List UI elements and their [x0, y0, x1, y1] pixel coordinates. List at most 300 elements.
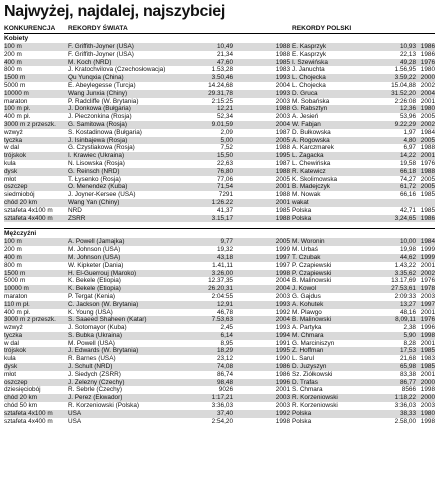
polish-result: 13,27	[400, 300, 416, 308]
event: sztafeta 4x100 m	[4, 206, 53, 214]
table-row	[4, 238, 435, 246]
world-result: 1.41,11	[212, 261, 233, 269]
polish-holder: L. Chojecka	[292, 81, 326, 89]
polish-holder: A. Karczmarek	[292, 144, 334, 152]
world-holder: G. Reinsch (NRD)	[68, 167, 120, 175]
event: dysk	[4, 167, 18, 175]
world-result: 15,50	[217, 152, 233, 160]
world-holder: K. Young (USA)	[68, 308, 113, 316]
polish-result: 42,71	[400, 206, 416, 214]
world-result: 6,14	[220, 331, 233, 339]
polish-holder: B. Malinowski	[292, 277, 332, 285]
header-polish-records: REKORDY POLSKI	[292, 25, 352, 32]
world-result: 47,60	[217, 58, 233, 66]
world-holder: H. El-Guerrouj (Maroko)	[68, 269, 137, 277]
polish-year: 2001	[420, 370, 435, 378]
polish-result: 13.17,69	[391, 277, 416, 285]
polish-result: 2:09:33	[394, 292, 416, 300]
world-holder: R. Šebrle (Czechy)	[68, 386, 122, 394]
world-result: 26.20,31	[208, 285, 233, 293]
world-holder: R. Korzeniowski (Polska)	[68, 402, 140, 410]
event: oszczep	[4, 183, 28, 191]
world-year: 2003	[275, 97, 290, 105]
event: 800 m	[4, 261, 22, 269]
polish-result: 4,80	[403, 136, 416, 144]
world-result: 1:17,21	[211, 394, 233, 402]
event: 5000 m	[4, 277, 26, 285]
table-row	[4, 379, 435, 387]
world-result: 2:15:25	[211, 97, 233, 105]
world-year: 1988	[275, 43, 290, 50]
polish-holder: A. Rogowska	[292, 136, 330, 144]
event: maraton	[4, 97, 28, 105]
polish-holder: B. Malinowski	[292, 316, 332, 324]
world-year: 2004	[275, 81, 290, 89]
polish-year: 2005	[420, 136, 435, 144]
table-row	[4, 324, 435, 332]
polish-year: 2000	[420, 74, 435, 82]
event: kula	[4, 355, 16, 363]
world-holder: J. Donkowa (Bułgaria)	[68, 105, 131, 113]
polish-year: 2003	[420, 292, 435, 300]
polish-result: 10,00	[400, 238, 416, 246]
polish-result: 61,72	[400, 183, 416, 191]
event: sztafeta 4x400 m	[4, 417, 53, 425]
event: młot	[4, 175, 17, 183]
world-result: 22,63	[217, 159, 233, 167]
event: dziesięciobój	[4, 386, 41, 394]
polish-year: 2001	[420, 152, 435, 160]
world-holder: S. Saaeed Shaheen (Katar)	[68, 316, 147, 324]
polish-result: 15.04,88	[391, 81, 416, 89]
table-row	[4, 332, 435, 340]
world-holder: R. Barnes (USA)	[68, 355, 116, 363]
polish-holder: wakat	[292, 198, 309, 206]
polish-result: 1.43,22	[394, 261, 416, 269]
polish-holder: R. Katewicz	[292, 167, 326, 175]
world-result: 37,40	[217, 409, 233, 417]
world-result: 77,06	[217, 175, 233, 183]
world-holder: O. Menendez (Kuba)	[68, 183, 128, 191]
world-year: 1992	[275, 409, 290, 417]
table-row	[4, 301, 435, 309]
table-row	[4, 160, 435, 168]
world-year: 2004	[275, 120, 290, 128]
polish-year: 1988	[420, 144, 435, 152]
world-result: 1.53,28	[211, 66, 233, 74]
polish-year: 1985	[420, 206, 435, 214]
polish-result: 83,38	[400, 370, 416, 378]
women-section-title: Kobiety	[4, 35, 29, 42]
polish-result: 8566	[401, 386, 416, 394]
event: 100 m	[4, 43, 22, 50]
polish-holder: L. Chojecka	[292, 74, 326, 82]
event: wzwyż	[4, 324, 23, 332]
men-records-table	[4, 238, 435, 425]
world-year: 1987	[275, 159, 290, 167]
world-holder: P. Radcliffe (W. Brytania)	[68, 97, 139, 105]
header-competition: KONKURENCJA	[4, 25, 56, 32]
world-holder: F. Griffith-Joyner (USA)	[68, 43, 134, 50]
polish-year: 1986	[420, 43, 435, 50]
polish-holder: P. Czapiewski	[292, 269, 332, 277]
table-row	[4, 371, 435, 379]
polish-year: 1986	[420, 214, 435, 222]
world-holder: F. Griffith-Joyner (USA)	[68, 50, 134, 58]
event: sztafeta 4x400 m	[4, 214, 53, 222]
polish-result: 86,77	[400, 378, 416, 386]
polish-holder: G. Marciniszyn	[292, 339, 335, 347]
polish-year: 1985	[420, 347, 435, 355]
table-row	[4, 246, 435, 254]
event: tyczka	[4, 136, 23, 144]
event: 3000 m z przeszk.	[4, 120, 56, 128]
event: w dal	[4, 339, 19, 347]
polish-result: 2,38	[403, 324, 416, 332]
polish-holder: M. Woronin	[292, 238, 325, 246]
world-holder: E. Abeylegesse (Turcja)	[68, 81, 136, 89]
polish-result: 1.56,95	[394, 66, 416, 74]
world-year: 1995	[275, 347, 290, 355]
polish-year: 2000	[420, 378, 435, 386]
polish-holder: D. Bułkowska	[292, 128, 331, 136]
polish-holder: B. Madejczyk	[292, 183, 331, 191]
polish-result: 1,97	[403, 128, 416, 136]
world-year: 1996	[275, 378, 290, 386]
event: 10000 m	[4, 285, 29, 293]
world-result: 43,18	[217, 253, 233, 261]
world-holder: USA	[68, 409, 82, 417]
polish-holder: Polska	[292, 417, 312, 425]
table-row	[4, 98, 435, 106]
world-holder: K. Bekele (Etiopia)	[68, 285, 121, 293]
polish-result: 12,36	[400, 105, 416, 113]
world-result: 3.50,46	[211, 74, 233, 82]
world-holder: J. Kratochvilova (Czechosłowacja)	[68, 66, 166, 74]
polish-holder: M. Nowak	[292, 191, 321, 199]
polish-holder: E. Kasprzyk	[292, 43, 327, 50]
world-holder: J. Schult (NRD)	[68, 363, 113, 371]
polish-result: 19,58	[400, 159, 416, 167]
world-year: 1994	[275, 331, 290, 339]
polish-result: 48,16	[400, 308, 416, 316]
event: chód 50 km	[4, 402, 38, 410]
polish-year: 2001	[420, 261, 435, 269]
world-result: 2:54,20	[211, 417, 233, 425]
polish-holder: Polska	[292, 214, 312, 222]
world-result: 76,80	[217, 167, 233, 175]
world-year: 1985	[275, 58, 290, 66]
table-row	[4, 207, 435, 215]
world-result: 10,49	[217, 43, 233, 50]
world-result: 3.26,00	[211, 269, 233, 277]
polish-holder: S. Chmara	[292, 386, 323, 394]
world-year: 1993	[275, 74, 290, 82]
world-result: 71,54	[217, 183, 233, 191]
world-year: 1999	[275, 246, 290, 254]
world-result: 52,34	[217, 113, 233, 121]
polish-year: 1984	[420, 128, 435, 136]
polish-year: 1999	[420, 246, 435, 254]
table-row	[4, 199, 435, 207]
men-section-title: Mężczyźni	[4, 230, 37, 238]
polish-year	[416, 199, 435, 207]
world-year: 2001	[275, 386, 290, 394]
polish-year: 1976	[420, 316, 435, 324]
world-year: 2003	[275, 292, 290, 300]
world-holder: ZSRR	[68, 214, 86, 222]
table-row	[4, 137, 435, 145]
polish-year: 1984	[420, 238, 435, 246]
polish-holder: Polska	[292, 409, 312, 417]
table-row	[4, 285, 435, 293]
world-holder: S. Bubka (Ukraina)	[68, 331, 122, 339]
world-year: 2005	[275, 238, 290, 246]
polish-result: 3.35,62	[394, 269, 416, 277]
table-row	[4, 121, 435, 129]
world-holder: P. Tergat (Kenia)	[68, 292, 116, 300]
world-year: 1986	[275, 363, 290, 371]
event: sztafeta 4x100 m	[4, 409, 53, 417]
polish-result: 9.22,29	[394, 120, 416, 128]
polish-result: 53,96	[400, 113, 416, 121]
polish-year: 2005	[420, 183, 435, 191]
polish-year: 1976	[420, 277, 435, 285]
polish-result: 5,90	[403, 331, 416, 339]
polish-holder: M. Sobańska	[292, 97, 330, 105]
world-year: 1992	[275, 308, 290, 316]
polish-year: 1980	[420, 105, 435, 113]
table-row	[4, 82, 435, 90]
polish-year: 1980	[420, 409, 435, 417]
polish-holder: I. Szewińska	[292, 58, 328, 66]
world-result: 41,37	[217, 206, 233, 214]
table-row	[4, 277, 435, 285]
polish-year: 1980	[420, 66, 435, 74]
world-result: 23,12	[217, 355, 233, 363]
polish-result: 49,28	[400, 58, 416, 66]
table-row	[4, 59, 435, 67]
world-result: 19,32	[217, 246, 233, 254]
table-row	[4, 262, 435, 270]
world-result: 12.37,35	[208, 277, 233, 285]
polish-result: 38,33	[400, 409, 416, 417]
event: 200 m	[4, 50, 22, 58]
polish-holder: D. Trafas	[292, 378, 318, 386]
polish-year: 1986	[420, 50, 435, 58]
table-row	[4, 254, 435, 262]
polish-result: 14,22	[400, 152, 416, 160]
event: młot	[4, 370, 17, 378]
world-result: 9,77	[220, 238, 233, 246]
polish-year: 2002	[420, 81, 435, 89]
polish-year: 2005	[420, 175, 435, 183]
polish-holder: P. Czapiewski	[292, 261, 332, 269]
polish-result: 66,16	[400, 191, 416, 199]
event: trójskok	[4, 347, 27, 355]
event: wzwyż	[4, 128, 23, 136]
polish-year: 2001	[420, 339, 435, 347]
polish-result: 44,62	[400, 253, 416, 261]
polish-result: 1:18,22	[394, 394, 416, 402]
header-world-records: REKORDY ŚWIATA	[68, 25, 128, 32]
world-result: 9026	[218, 386, 233, 394]
world-year: 1991	[275, 339, 290, 347]
world-result: 29.31,78	[208, 89, 233, 97]
world-year: 2003	[275, 394, 290, 402]
world-holder: USA	[68, 417, 82, 425]
world-year: 2003	[275, 402, 290, 410]
world-result: 2,09	[220, 128, 233, 136]
polish-result: 6,97	[403, 144, 416, 152]
world-result: 3.15,17	[211, 214, 233, 222]
world-result: 46,78	[217, 308, 233, 316]
event: chód 20 km	[4, 198, 38, 206]
world-holder: J. Isinbajewa (Rosja)	[68, 136, 128, 144]
page-title: Najwyżej, najdalej, najszybciej	[4, 3, 226, 20]
event: 400 m	[4, 58, 22, 66]
event: 400 m	[4, 253, 22, 261]
event: 110 m pł.	[4, 300, 30, 308]
event: maraton	[4, 292, 28, 300]
event: kula	[4, 159, 16, 167]
world-holder: T. Łysenko (Rosja)	[68, 175, 121, 183]
world-year: 1988	[275, 105, 290, 113]
polish-holder: M. Chmara	[292, 331, 324, 339]
polish-result: 3.59,22	[394, 74, 416, 82]
world-year: 1988	[275, 167, 290, 175]
world-holder: W. Kipketer (Dania)	[68, 261, 124, 269]
world-holder: S. Kostadinowa (Bułgaria)	[68, 128, 142, 136]
polish-year: 1998	[420, 331, 435, 339]
men-section	[4, 228, 435, 425]
world-result: 86,74	[217, 370, 233, 378]
event: 400 m pł.	[4, 308, 31, 316]
polish-holder: J. Kowol	[292, 285, 317, 293]
table-row	[4, 347, 435, 355]
world-holder: J. Perez (Ekwador)	[68, 394, 123, 402]
event: 200 m	[4, 246, 22, 254]
world-holder: G. Czystiakowa (Rosja)	[68, 144, 135, 152]
polish-result: 27.53,61	[391, 285, 416, 293]
event: chód 20 km	[4, 394, 38, 402]
event: siedmiobój	[4, 191, 35, 199]
world-result: 7291	[218, 191, 233, 199]
polish-result	[384, 199, 416, 207]
world-year: 1997	[275, 261, 290, 269]
world-holder: I. Krawiec (Ukraina)	[68, 152, 125, 160]
polish-year: 2005	[420, 113, 435, 121]
world-year: 2005	[275, 175, 290, 183]
event: 1500 m	[4, 74, 26, 82]
polish-holder: L. Zagacka	[292, 152, 324, 160]
world-result: 7,52	[220, 144, 233, 152]
world-holder: M. Johnson (USA)	[68, 253, 121, 261]
world-result: 3:36,03	[211, 402, 233, 410]
polish-year: 1998	[420, 417, 435, 425]
world-result: 2,45	[220, 324, 233, 332]
polish-result: 17,53	[400, 347, 416, 355]
world-result: 14.24,68	[208, 81, 233, 89]
world-year: 2001	[275, 198, 290, 206]
table-row	[4, 113, 435, 121]
world-holder: J. Siedych (ZSRR)	[68, 370, 121, 378]
column-headers	[4, 24, 435, 33]
world-result: 21,34	[217, 50, 233, 58]
polish-result: 19,98	[400, 246, 416, 254]
polish-holder: G. Gajdus	[292, 292, 321, 300]
world-year: 2003	[275, 113, 290, 121]
polish-holder: D. Gruca	[292, 89, 318, 97]
world-year: 2001	[275, 183, 290, 191]
world-year: 1995	[275, 152, 290, 160]
world-year: 2004	[275, 316, 290, 324]
table-row	[4, 316, 435, 324]
table-row	[4, 168, 435, 176]
event: 3000 m z przeszk.	[4, 316, 56, 324]
polish-holder: W. Fabjan	[292, 120, 321, 128]
polish-result: 22,13	[400, 50, 416, 58]
world-holder: K. Bekele (Etiopia)	[68, 277, 121, 285]
event: trójskok	[4, 152, 27, 160]
world-year: 1993	[275, 300, 290, 308]
world-result: 74,08	[217, 363, 233, 371]
world-year: 1990	[275, 355, 290, 363]
world-year: 1998	[275, 417, 290, 425]
table-row	[4, 418, 435, 426]
polish-result: 21,68	[400, 355, 416, 363]
world-holder: J. Edwards (W. Brytania)	[68, 347, 139, 355]
polish-year: 1998	[420, 386, 435, 394]
polish-year: 2002	[420, 120, 435, 128]
world-holder: J. Sotomayor (Kuba)	[68, 324, 127, 332]
world-holder: J. Joyner-Kersee (USA)	[68, 191, 136, 199]
event: 1500 m	[4, 269, 26, 277]
world-holder: J. Pieczonkina (Rosja)	[68, 113, 132, 121]
polish-year: 2001	[420, 308, 435, 316]
polish-holder: R. Korzeniowski	[292, 402, 338, 410]
world-holder: NRD	[68, 206, 82, 214]
world-result: 12,21	[217, 105, 233, 113]
polish-year: 1988	[420, 167, 435, 175]
polish-result: 8,09,11	[395, 316, 416, 324]
table-row	[4, 90, 435, 98]
polish-year: 2000	[420, 394, 435, 402]
polish-holder: Sz. Ziółkowski	[292, 370, 333, 378]
event: 5000 m	[4, 81, 26, 89]
table-row	[4, 74, 435, 82]
world-year: 1983	[275, 66, 290, 74]
world-result: 9.01,59	[211, 120, 233, 128]
event: oszczep	[4, 378, 28, 386]
polish-year: 1999	[420, 253, 435, 261]
polish-holder: Z. Hoffman	[292, 347, 324, 355]
polish-year: 2001	[420, 97, 435, 105]
polish-result: 65,98	[400, 363, 416, 371]
world-year: 1987	[275, 128, 290, 136]
polish-holder: M. Plawgo	[292, 308, 322, 316]
polish-holder: A. Partyka	[292, 324, 322, 332]
polish-holder: K. Skolimowska	[292, 175, 338, 183]
polish-holder: D. Juzyszyn	[292, 363, 327, 371]
world-result: 12,91	[217, 300, 233, 308]
polish-result: 2.58,00	[394, 417, 416, 425]
polish-year: 1997	[420, 300, 435, 308]
table-row	[4, 340, 435, 348]
world-holder: Wang Yan (Chiny)	[68, 198, 120, 206]
polish-result: 2:26:08	[394, 97, 416, 105]
world-year: 1988	[275, 214, 290, 222]
